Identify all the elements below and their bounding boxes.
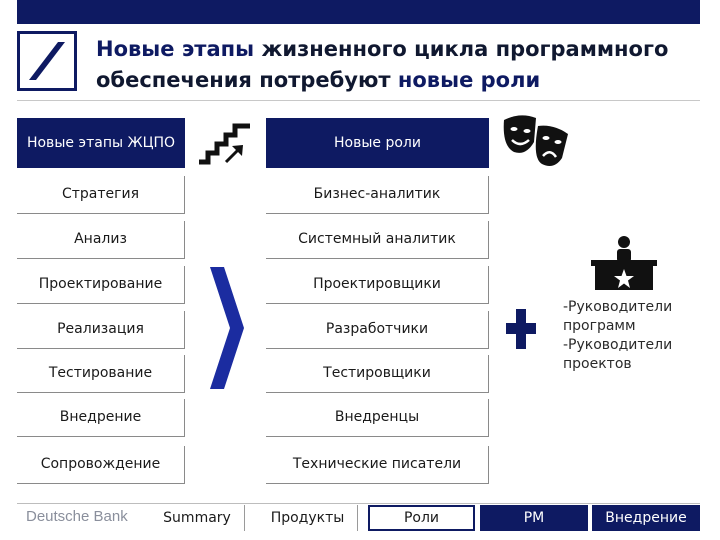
stairs-arrow-icon [196, 118, 256, 168]
role-cell-business-analyst: Бизнес-аналитик [266, 176, 489, 214]
plus-icon [506, 309, 536, 349]
stage-cell-support: Сопровождение [17, 446, 185, 484]
role-cell-testers: Тестировщики [266, 355, 489, 393]
brand-name: Deutsche Bank [26, 508, 128, 525]
title-middle: жизненного цикла программного обеспечения потребуют [96, 37, 669, 92]
footer-divider [17, 503, 700, 504]
theater-masks-icon [498, 112, 578, 174]
role-cell-implementers: Внедренцы [266, 399, 489, 437]
stage-cell-design: Проектирование [17, 266, 185, 304]
additional-roles-line-4: проектов [563, 356, 632, 372]
title-highlight-1: Новые этапы [96, 37, 255, 61]
chevron-right-icon [208, 265, 248, 391]
role-cell-system-analyst: Системный аналитик [266, 221, 489, 259]
stages-header: Новые этапы ЖЦПО [17, 118, 185, 168]
manager-desk-icon [591, 236, 661, 292]
additional-roles-line-2: программ [563, 318, 636, 334]
role-cell-tech-writers: Технические писатели [266, 446, 489, 484]
top-bar [17, 0, 700, 24]
additional-roles-line-1: -Руководители [563, 299, 673, 315]
tab-deployment[interactable]: Внедрение [592, 505, 700, 531]
title-highlight-2: новые роли [397, 68, 541, 92]
role-cell-developers: Разработчики [266, 311, 489, 349]
role-cell-designers: Проектировщики [266, 266, 489, 304]
page-title [96, 34, 696, 96]
deutsche-bank-logo-icon [17, 31, 77, 91]
stage-cell-strategy: Стратегия [17, 176, 185, 214]
tab-pm[interactable]: PM [480, 505, 588, 531]
tab-products[interactable]: Продукты [258, 505, 358, 531]
stage-cell-testing: Тестирование [17, 355, 185, 393]
additional-roles-text [563, 298, 693, 374]
stage-cell-analysis: Анализ [17, 221, 185, 259]
stage-cell-implementation: Реализация [17, 311, 185, 349]
roles-header: Новые роли [266, 118, 489, 168]
stage-cell-deployment: Внедрение [17, 399, 185, 437]
additional-roles-line-3: -Руководители [563, 337, 673, 353]
tab-roles[interactable]: Роли [368, 505, 475, 531]
tab-summary[interactable]: Summary [150, 505, 245, 531]
title-divider [17, 100, 700, 101]
